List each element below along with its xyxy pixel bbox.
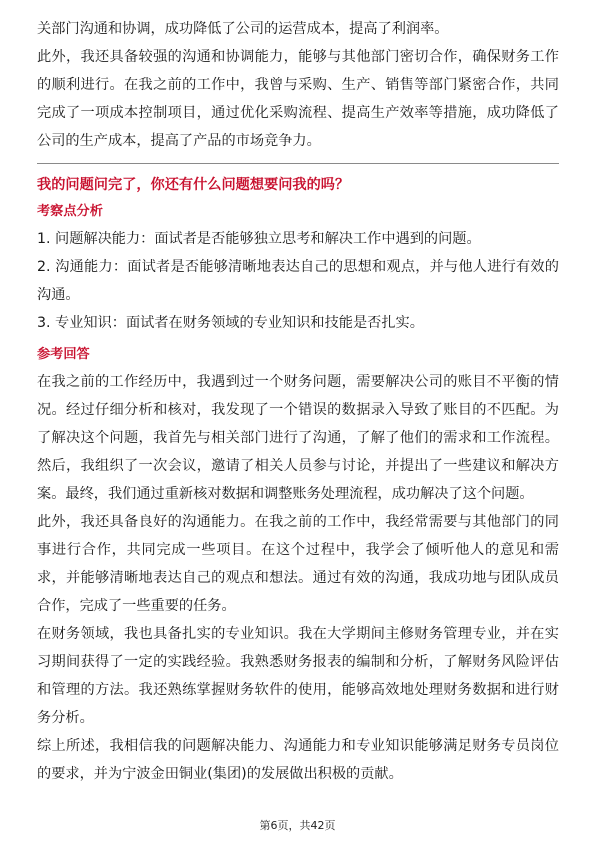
page-number: 第6页，共42页 bbox=[259, 819, 336, 832]
answer-heading: 参考回答 bbox=[37, 347, 90, 362]
answer-paragraph: 在我之前的工作经历中，我遇到过一个财务问题，需要解决公司的账目不平衡的情况。经过仔细分析和核对，我发现了一个错误的数据录入导致了账目的不匹配。为了解决这个问题，我首先与相关部门进行了沟通，了解了他们的需求和工作流程。然后，我组织了一次会议，邀请了相关人员参与讨论，并提出了一些建议和解决方案。最终，我们通过重新核对数据和调整账务处理流程，成功解决了这个问题。 bbox=[37, 374, 559, 502]
document-page bbox=[37, 15, 559, 788]
analysis-item: 3. 专业知识：面试者在财务领域的专业知识和技能是否扎实。 bbox=[37, 315, 424, 331]
body-paragraph: 关部门沟通和协调，成功降低了公司的运营成本，提高了利润率。 bbox=[37, 21, 449, 37]
answer-paragraph: 综上所述，我相信我的问题解决能力、沟通能力和专业知识能够满足财务专员岗位的要求，并为宁波金田铜业(集团)的发展做出积极的贡献。 bbox=[37, 738, 559, 782]
interview-question: 我的问题问完了，你还有什么问题想要问我的吗？ bbox=[37, 177, 350, 193]
analysis-item: 2. 沟通能力：面试者是否能够清晰地表达自己的思想和观点，并与他人进行有效的沟通。 bbox=[37, 259, 559, 303]
body-paragraph: 此外，我还具备较强的沟通和协调能力，能够与其他部门密切合作，确保财务工作的顺利进行。在我之前的工作中，我曾与采购、生产、销售等部门紧密合作，共同完成了一项成本控制项目，通过优化采购流程、提高生产效率等措施，成功降低了公司的生产成本，提高了产品的市场竞争力。 bbox=[37, 49, 559, 149]
answer-paragraph: 此外，我还具备良好的沟通能力。在我之前的工作中，我经常需要与其他部门的同事进行合作，共同完成一些项目。在这个过程中，我学会了倾听他人的意见和需求，并能够清晰地表达自己的观点和想法。通过有效的沟通，我成功地与团队成员合作，完成了一些重要的任务。 bbox=[37, 514, 559, 614]
section-divider bbox=[37, 163, 559, 164]
analysis-heading: 考察点分析 bbox=[37, 204, 103, 219]
answer-paragraph: 在财务领域，我也具备扎实的专业知识。我在大学期间主修财务管理专业，并在实习期间获得了一定的实践经验。我熟悉财务报表的编制和分析，了解财务风险评估和管理的方法。我还熟练掌握财务软件的使用，能够高效地处理财务数据和进行财务分析。 bbox=[37, 626, 559, 726]
analysis-item: 1. 问题解决能力：面试者是否能够独立思考和解决工作中遇到的问题。 bbox=[37, 231, 481, 247]
